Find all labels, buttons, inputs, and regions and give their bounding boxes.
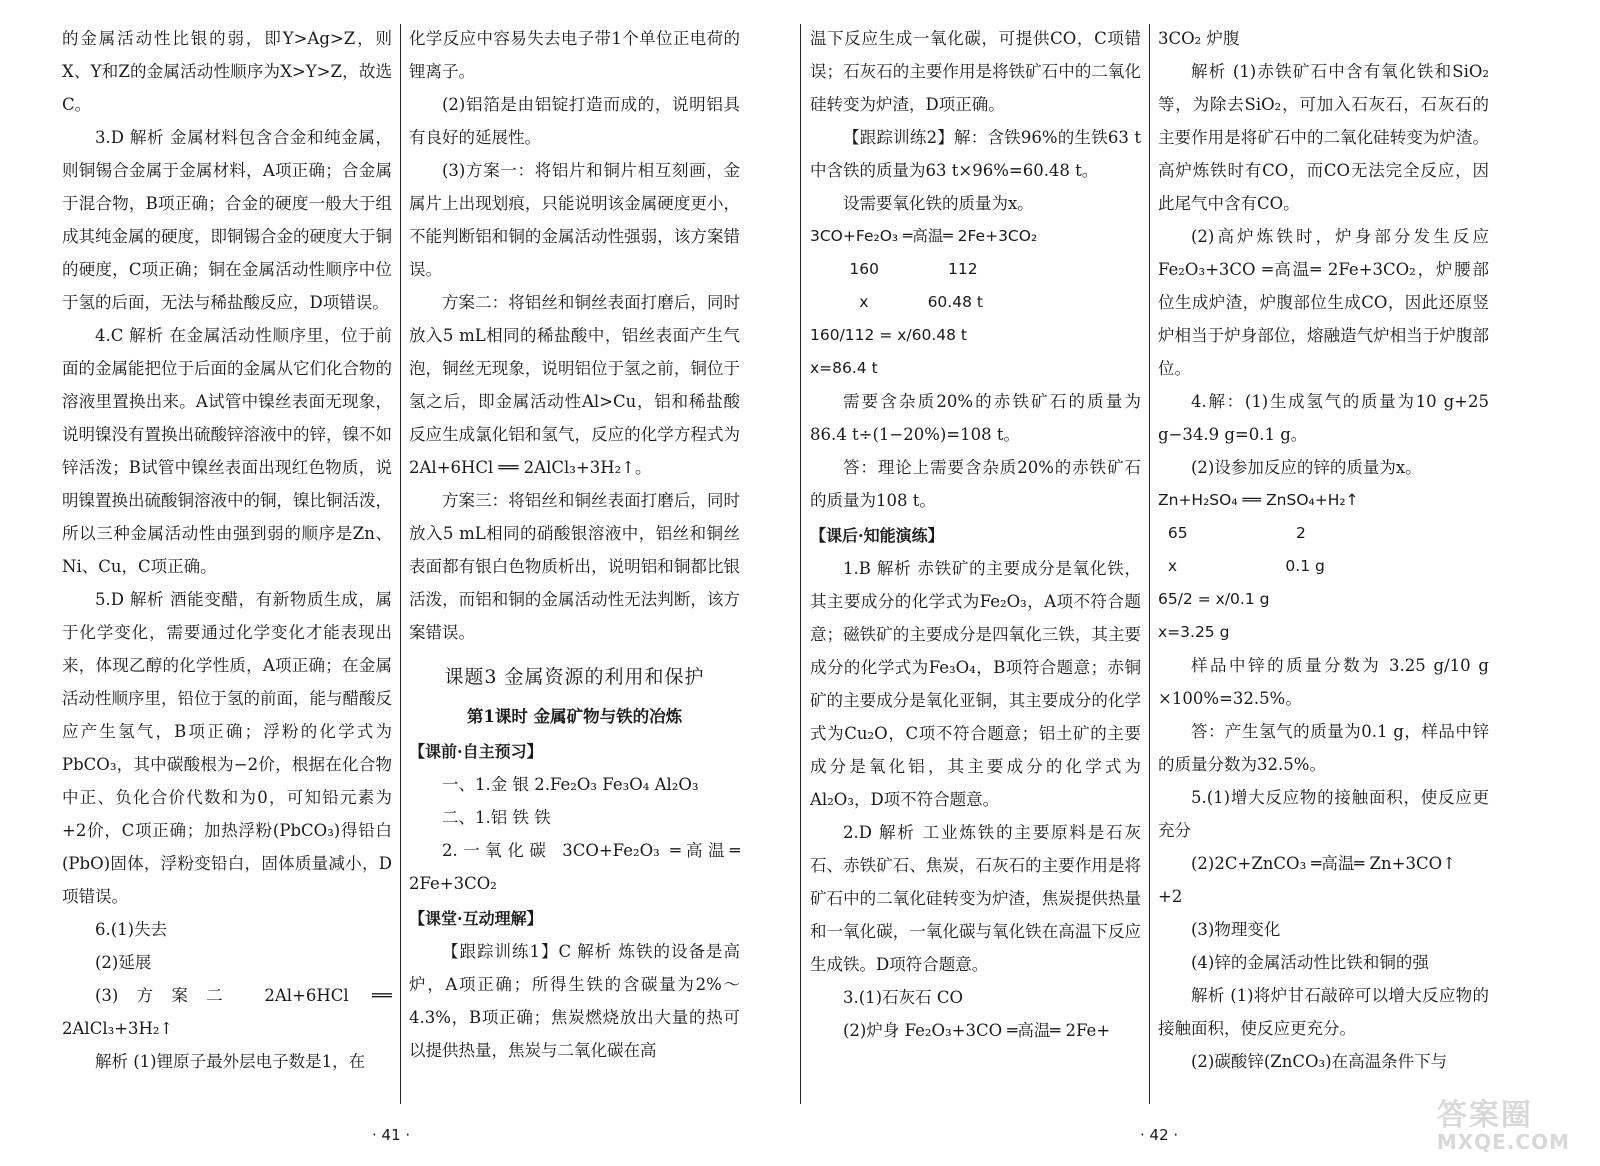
answer-5: 5.(1)增大反应物的接触面积，使反应更充分 — [1158, 788, 1489, 840]
answer-6-1: 6.(1)失去 — [95, 920, 168, 939]
text-line: (2)设参加反应的锌的质量为x。 — [1191, 458, 1422, 477]
equation-row: 160 112 — [810, 260, 978, 278]
proportion: 65/2 = x/0.1 g — [1158, 590, 1270, 608]
answer-3: 3.(1)石灰石 CO — [843, 988, 964, 1007]
column-4 — [1158, 22, 1489, 1107]
text-line: (2)碳酸锌(ZnCO₃)在高温条件下与 — [1191, 1052, 1448, 1071]
text-line: 温下反应生成一氧化碳，可提供CO，C项错误；石灰石的主要作用是将铁矿石中的二氧化硅转变为炉渣，D项正确。 — [810, 29, 1141, 114]
text-line: 的金属活动性比银的弱，即Y>Ag>Z，则X、Y和Z的金属活动性顺序为X>Y>Z，故选C。 — [62, 29, 392, 114]
text-line: 答：产生氢气的质量为0.1 g，样品中锌的质量分数为32.5%。 — [1158, 722, 1489, 774]
text-line: 方案三：将铝丝和铜丝表面打磨后，同时放入5 mL相同的硝酸银溶液中，铝丝和铜丝表面都有银白色物质析出，说明铝和铜都比银活泼，而铝和铜的金属活动性无法判断，该方案错误。 — [409, 491, 740, 642]
lesson-title: 课题3 金属资源的利用和保护 — [444, 666, 705, 688]
equation-row: x 60.48 t — [810, 293, 983, 311]
text-line: 设需要氧化铁的质量为x。 — [843, 194, 1034, 213]
lesson-subtitle: 第1课时 金属矿物与铁的冶炼 — [466, 707, 683, 726]
text-line: 解析 (1)赤铁矿石中含有氧化铁和SiO₂等，为除去SiO₂，可加入石灰石，石灰石的主要作用是将矿石中的二氧化硅转变为炉渣。高炉炼铁时有CO，而CO无法完全反应，因此尾气中含有CO。 — [1158, 62, 1489, 213]
section-heading: 【课后·知能演练】 — [810, 526, 944, 545]
text-line: 需要含杂质20%的赤铁矿石的质量为86.4 t÷(1−20%)=108 t。 — [810, 392, 1141, 444]
text-line: 化学反应中容易失去电子带1个单位正电荷的锂离子。 — [409, 29, 740, 81]
text-line: (2)铝箔是由铝锭打造而成的，说明铝具有良好的延展性。 — [409, 95, 740, 147]
text-line: 【跟踪训练2】解：含铁96%的生铁63 t中含铁的质量为63 t×96%=60.48 t。 — [810, 128, 1141, 180]
page-gutter — [800, 24, 801, 1104]
answer-3-2: (2)炉身 Fe₂O₃+3CO ═高温═ 2Fe+ — [843, 1021, 1111, 1040]
text-line: 一、1.金 银 2.Fe₂O₃ Fe₃O₄ Al₂O₃ — [442, 775, 699, 794]
text-line: (2)高炉炼铁时，炉身部分发生反应Fe₂O₃+3CO ═高温═ 2Fe+3CO₂，炉腰部位生成炉渣，炉腹部位生成CO，因此还原竖炉相当于炉身部位，熔融造气炉相当于炉腹部位。 — [1158, 227, 1489, 378]
answer-1: 1.B 解析 赤铁矿的主要成分是氧化铁，其主要成分的化学式为Fe₂O₃，A项不符合题意；磁铁矿的主要成分是四氧化三铁，其主要成分的化学式为Fe₃O₄，B项符合题意；赤铜矿的主要成分是氧化亚铜，其主要成分的化学式为Cu₂O，C项不符合题意；铝土矿的主要成分是氧化铝，其主要成分的化学式为Al₂O₃，D项不符合题意。 — [810, 559, 1141, 809]
text-line: (3)物理变化 — [1191, 920, 1281, 939]
text-line: 答：理论上需要含杂质20%的赤铁矿石的质量为108 t。 — [810, 458, 1141, 510]
equation: 2.一氧化碳 3CO+Fe₂O₃ ═高温═ 2Fe+3CO₂ — [409, 841, 740, 893]
page-number-left: · 41 · — [372, 1126, 411, 1144]
text-line: 解析 (1)将炉甘石敲碎可以增大反应物的接触面积，使反应更充分。 — [1158, 986, 1489, 1038]
text-line: (3)方案一：将铝片和铜片相互刻画，金属片上出现划痕，只能说明该金属硬度更小，不能判断铝和铜的金属活动性强弱，该方案错误。 — [409, 161, 740, 279]
page-number-right: · 42 · — [1140, 1126, 1179, 1144]
column-3 — [810, 22, 1141, 1107]
answer-3: 3.D 解析 金属材料包含合金和纯金属，则铜锡合金属于金属材料，A项正确；合金属于混合物，B项正确；合金的硬度一般大于组成其纯金属的硬度，即铜锡合金的硬度大于铜的硬度，C项正确；铜在金属活动性顺序中位于氢的后面，无法与稀盐酸反应，D项错误。 — [62, 128, 392, 312]
section-heading: 【课堂·互动理解】 — [409, 909, 543, 928]
equation: 3CO+Fe₂O₃ ═高温═ 2Fe+3CO₂ — [810, 227, 1038, 245]
column-1 — [62, 22, 392, 1107]
equation-row: 65 2 — [1158, 524, 1306, 542]
answer-4: 4.C 解析 在金属活动性顺序里，位于前面的金属能把位于后面的金属从它们化合物的溶液里置换出来。A试管中镍丝表面无现象，说明镍没有置换出硫酸锌溶液中的锌，镍不如锌活泼；B试管中镍丝表面出现红色物质，说明镍置换出硫酸铜溶液中的铜，镍比铜活泼，所以三种金属活动性由强到弱的顺序是Zn、Ni、Cu，C项正确。 — [62, 326, 392, 576]
equation: (2)2C+ZnCO₃ ═高温═ Zn+3CO↑ — [1191, 854, 1456, 873]
text-line: 方案二：将铝丝和铜丝表面打磨后，同时放入5 mL相同的稀盐酸中，铝丝表面产生气泡，铜丝无现象，说明铝位于氢之前，铜位于氢之后，即金属活动性Al>Cu，铝和稀盐酸反应生成氯化铝和氢气，反应的化学方程式为2Al+6HCl ══ 2AlCl₃+3H₂↑。 — [409, 293, 740, 477]
text-line: 【跟踪训练1】C 解析 炼铁的设备是高炉，A项正确；所得生铁的含碳量为2%～4.3%，B项正确；焦炭燃烧放出大量的热可以提供热量，焦炭与二氧化碳在高 — [409, 942, 740, 1060]
text-line: 3CO₂ 炉腹 — [1158, 29, 1240, 48]
column-divider — [1149, 24, 1150, 1104]
watermark-logo — [1437, 1090, 1570, 1154]
equation-row: x 0.1 g — [1158, 557, 1325, 575]
analysis-6: 解析 (1)锂原子最外层电子数是1，在 — [95, 1052, 366, 1071]
answer-6-3: (3)方案二 2Al+6HCl ══ 2AlCl₃+3H₂↑ — [62, 986, 392, 1038]
column-2 — [409, 22, 740, 1107]
answer-5: 5.D 解析 酒能变醋，有新物质生成，属于化学变化，需要通过化学变化才能表现出来，体现乙醇的化学性质，A项正确；在金属活动性顺序里，铅位于氢的前面，能与醋酸反应产生氢气，B项正确；浮粉的化学式为PbCO₃，其中碳酸根为−2价，根据在化合物中正、负化合价代数和为0，可知铅元素为+2价，C项正确；加热浮粉(PbCO₃)得铅白(PbO)固体，浮粉变铅白，固体质量减小，D项错误。 — [62, 590, 392, 906]
text-line: 样品中锌的质量分数为 3.25 g/10 g ×100%=32.5%。 — [1158, 656, 1489, 708]
result: x=86.4 t — [810, 359, 878, 377]
proportion: 160/112 = x/60.48 t — [810, 326, 968, 344]
text-line: +2 — [1158, 887, 1183, 906]
watermark-text: 答案圈 — [1436, 1098, 1533, 1133]
equation: Zn+H₂SO₄ ══ ZnSO₄+H₂↑ — [1158, 491, 1359, 509]
answer-2: 2.D 解析 工业炼铁的主要原料是石灰石、赤铁矿石、焦炭，石灰石的主要作用是将矿石中的二氧化硅转变为炉渣，焦炭提供热量和一氧化碳，一氧化碳与氧化铁在高温下反应生成铁。D项符合题意。 — [810, 823, 1141, 974]
column-divider — [400, 24, 401, 1104]
text-line: (4)锌的金属活动性比铁和铜的强 — [1191, 953, 1429, 972]
result: x=3.25 g — [1158, 623, 1230, 641]
answer-4: 4.解：(1)生成氢气的质量为10 g+25 g−34.9 g=0.1 g。 — [1158, 392, 1489, 444]
section-heading: 【课前·自主预习】 — [409, 742, 543, 761]
answer-6-2: (2)延展 — [95, 953, 152, 972]
watermark-sub: MXQE.COM — [1436, 1130, 1570, 1154]
text-line: 二、1.铝 铁 铁 — [442, 808, 551, 827]
